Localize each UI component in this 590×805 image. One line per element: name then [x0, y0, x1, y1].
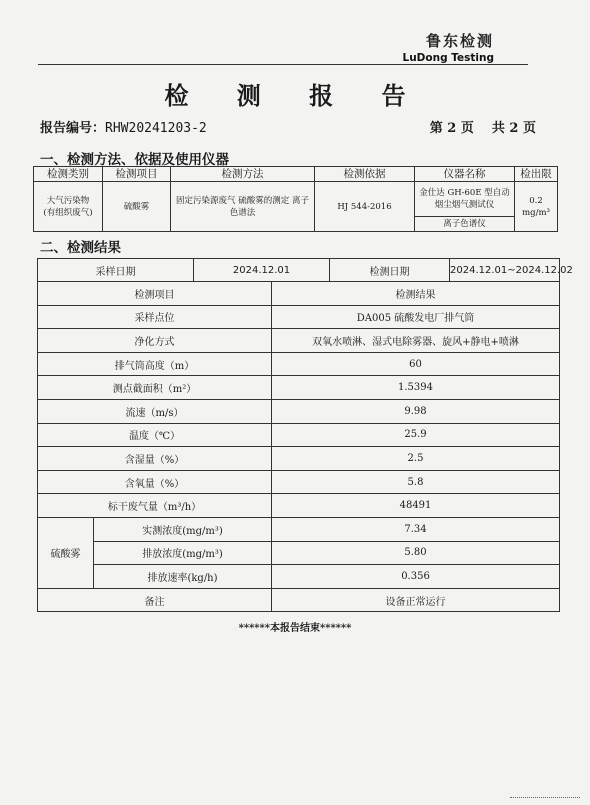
brand-name-cn: 鲁东检测: [425, 32, 494, 50]
instrument-cell: 金仕达 GH-60E 型自动烟尘烟气测试仪: [415, 182, 515, 217]
row-label: 标干废气量（m³/h）: [38, 494, 272, 518]
methods-header-cell: 仪器名称: [415, 167, 515, 182]
table-row: [38, 470, 560, 494]
table-row: [38, 423, 560, 447]
header-divider: [38, 64, 528, 65]
brand-logo: [426, 30, 494, 51]
results-table: [37, 258, 573, 612]
row-value: 25.9: [272, 423, 560, 447]
category-sub-text: (有组织废气): [43, 207, 93, 218]
row-value: 检测结果: [272, 282, 560, 306]
instrument-cell: 离子色谱仪: [415, 217, 515, 232]
remark-label: 备注: [38, 588, 272, 612]
methods-table: [33, 166, 558, 232]
row-value: 双氧水喷淋、湿式电除雾器、旋风+静电+喷淋: [272, 329, 560, 353]
item-cell: 硫酸雾: [103, 182, 171, 232]
row-value: 5.8: [272, 470, 560, 494]
methods-header-cell: 检测方法: [171, 167, 315, 182]
table-row: [38, 447, 560, 471]
category-text: 大气污染物: [46, 195, 90, 206]
table-row: [38, 376, 560, 400]
table-row: [38, 282, 560, 306]
row-value: 1.5394: [272, 376, 560, 400]
report-number-value: RHW20241203-2: [105, 121, 207, 136]
sampling-date-label: 采样日期: [38, 259, 194, 282]
row-label: 实测浓度(mg/m³): [94, 517, 272, 541]
report-number-label: 报告编号：: [40, 121, 106, 136]
table-row: [38, 305, 560, 329]
row-label: 检测项目: [38, 282, 272, 306]
report-number: [40, 117, 207, 136]
table-row: [38, 494, 560, 518]
basis-cell: HJ 544-2016: [315, 182, 415, 232]
row-label: 含氧量（%）: [38, 470, 272, 494]
row-label: 排放速率(kg/h): [94, 565, 272, 589]
footer-divider: [510, 797, 580, 798]
table-row: [38, 541, 560, 565]
page-indicator: [430, 117, 536, 136]
methods-header-cell: 检测类别: [34, 167, 103, 182]
page-title: 检 测 报 告: [164, 81, 426, 110]
row-value: 9.98: [272, 399, 560, 423]
method-cell: 固定污染源废气 硫酸雾的测定 离子色谱法: [171, 182, 315, 232]
row-label: 采样点位: [38, 305, 272, 329]
table-row: [38, 329, 560, 353]
row-value: 7.34: [272, 517, 560, 541]
methods-header-cell: 检测依据: [315, 167, 415, 182]
row-label: 测点截面积（m²）: [38, 376, 272, 400]
section1-heading: 一、检测方法、依据及使用仪器: [40, 152, 229, 168]
brand-name-en: LuDong Testing: [402, 52, 494, 64]
table-row: [38, 565, 560, 589]
row-label: 排气筒高度（m）: [38, 352, 272, 376]
row-value: 2.5: [272, 447, 560, 471]
row-value: 48491: [272, 494, 560, 518]
remark-row: [38, 588, 560, 612]
row-value: 5.80: [272, 541, 560, 565]
row-label: 含湿量（%）: [38, 447, 272, 471]
row-label: 流速（m/s）: [38, 399, 272, 423]
limit-cell: 0.2 mg/m³: [515, 182, 558, 232]
table-row: [38, 352, 560, 376]
methods-header-row: [34, 167, 558, 182]
pollutant-cell: 硫酸雾: [38, 517, 94, 588]
test-date-value: 2024.12.01~2024.12.02: [450, 259, 560, 282]
table-row: [38, 517, 560, 541]
remark-value: 设备正常运行: [272, 588, 560, 612]
row-value: 60: [272, 352, 560, 376]
page-total: 共 2 页: [491, 121, 536, 136]
sampling-date-value: 2024.12.01: [194, 259, 330, 282]
methods-row: [34, 182, 558, 217]
row-label: 温度（℃）: [38, 423, 272, 447]
row-label: 排放浓度(mg/m³): [94, 541, 272, 565]
row-value: DA005 硫酸发电厂排气筒: [272, 305, 560, 329]
table-row: [38, 399, 560, 423]
row-label: 净化方式: [38, 329, 272, 353]
methods-header-cell: 检测项目: [103, 167, 171, 182]
page-current: 第 2 页: [429, 121, 474, 136]
row-value: 0.356: [272, 565, 560, 589]
dates-row: [38, 259, 560, 282]
methods-header-cell: 检出限: [515, 167, 558, 182]
end-of-report-note: ******本报告结束******: [238, 623, 352, 634]
test-date-label: 检测日期: [330, 259, 450, 282]
section2-heading: 二、检测结果: [40, 240, 121, 256]
category-cell: [34, 182, 103, 232]
